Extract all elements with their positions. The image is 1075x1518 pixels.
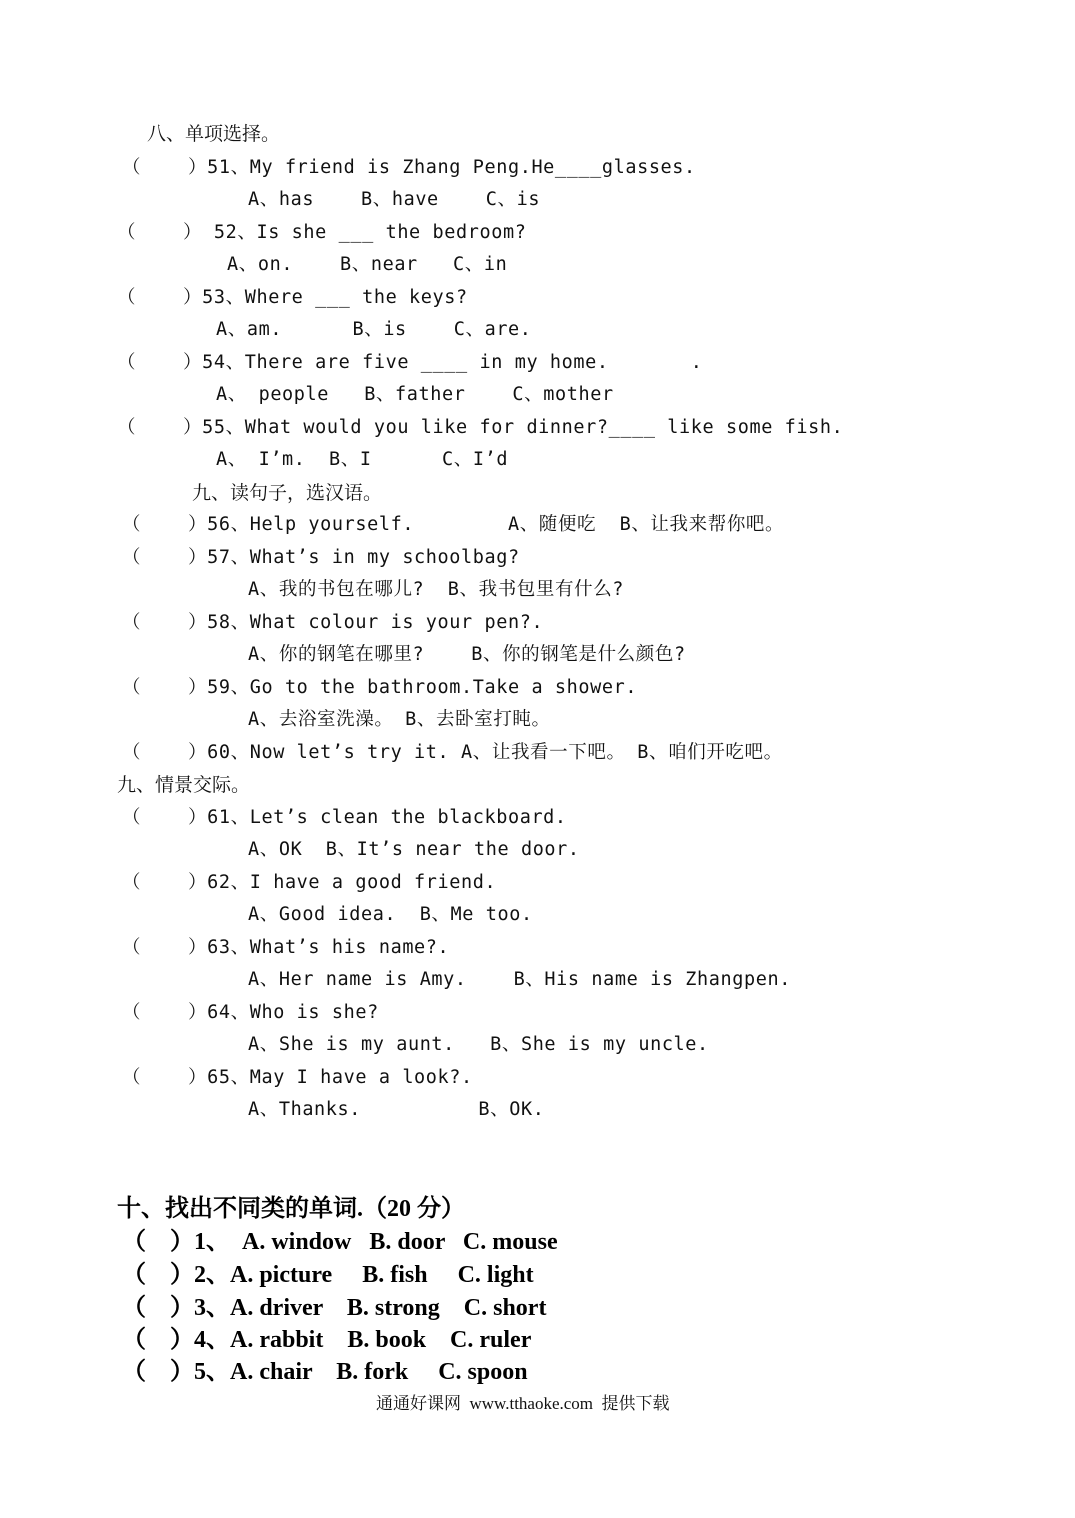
question-53-options: A、am. B、is C、are. [216,319,532,340]
question-63-options: A、Her name is Amy. B、His name is Zhangpen. [248,969,791,990]
odd-word-item: （ ）2、A. picture B. fish C. light [122,1262,534,1288]
question-58-options: A、你的钢笔在哪里? B、你的钢笔是什么颜色? [248,644,686,665]
section-8-title: 八、单项选择。 [147,123,281,145]
question-55: （ ）55、What would you like for dinner?____ like some fish. [117,417,844,438]
question-63: （ ）63、What’s his name?. [122,937,450,958]
section-9-read-title: 九、读句子，选汉语。 [192,482,383,504]
question-55-options: A、 I’m. B、I C、I’d [216,449,509,470]
question-65-options: A、Thanks. B、OK. [248,1099,545,1120]
question-53: （ ）53、Where ___ the keys? [117,287,468,308]
question-60: （ ）60、Now let’s try it. A、让我看一下吧。 B、咱们开吃吧。 [122,742,783,763]
question-61: （ ）61、Let’s clean the blackboard. [122,807,567,828]
question-52: （ ） 52、Is she ___ the bedroom? [117,222,527,243]
question-59: （ ）59、Go to the bathroom.Take a shower. [122,677,638,698]
question-57-options: A、我的书包在哪儿? B、我书包里有什么? [248,579,625,600]
question-52-options: A、on. B、near C、in [227,254,508,275]
question-51-options: A、has B、have C、is [248,189,541,210]
question-56: （ ）56、Help yourself. A、随便吃 B、让我来帮你吧。 [122,514,785,535]
question-54: （ ）54、There are five ____ in my home. . [117,352,703,373]
odd-word-item: （ ）4、A. rabbit B. book C. ruler [122,1327,532,1353]
question-61-options: A、OK B、It’s near the door. [248,839,580,860]
odd-word-item: （ ）1、 A. window B. door C. mouse [122,1229,558,1255]
question-64: （ ）64、Who is she? [122,1002,379,1023]
question-62: （ ）62、I have a good friend. [122,872,497,893]
odd-word-item: （ ）3、A. driver B. strong C. short [122,1295,547,1321]
section-10-title: 十、找出不同类的单词.（20 分） [117,1196,465,1222]
question-58: （ ）58、What colour is your pen?. [122,612,544,633]
question-65: （ ）65、May I have a look?. [122,1067,473,1088]
question-54-options: A、 people B、father C、mother [216,384,614,405]
section-9-dialogue-title: 九、情景交际。 [117,774,251,796]
question-64-options: A、She is my aunt. B、She is my uncle. [248,1034,709,1055]
question-57: （ ）57、What’s in my schoolbag? [122,547,520,568]
question-59-options: A、去浴室洗澡。 B、去卧室打盹。 [248,709,551,730]
question-51: （ ）51、My friend is Zhang Peng.He____glasses. [122,157,696,178]
odd-word-item: （ ）5、A. chair B. fork C. spoon [122,1359,528,1385]
footer-source: 通通好课网 www.tthaoke.com 提供下载 [376,1394,670,1413]
question-62-options: A、Good idea. B、Me too. [248,904,533,925]
